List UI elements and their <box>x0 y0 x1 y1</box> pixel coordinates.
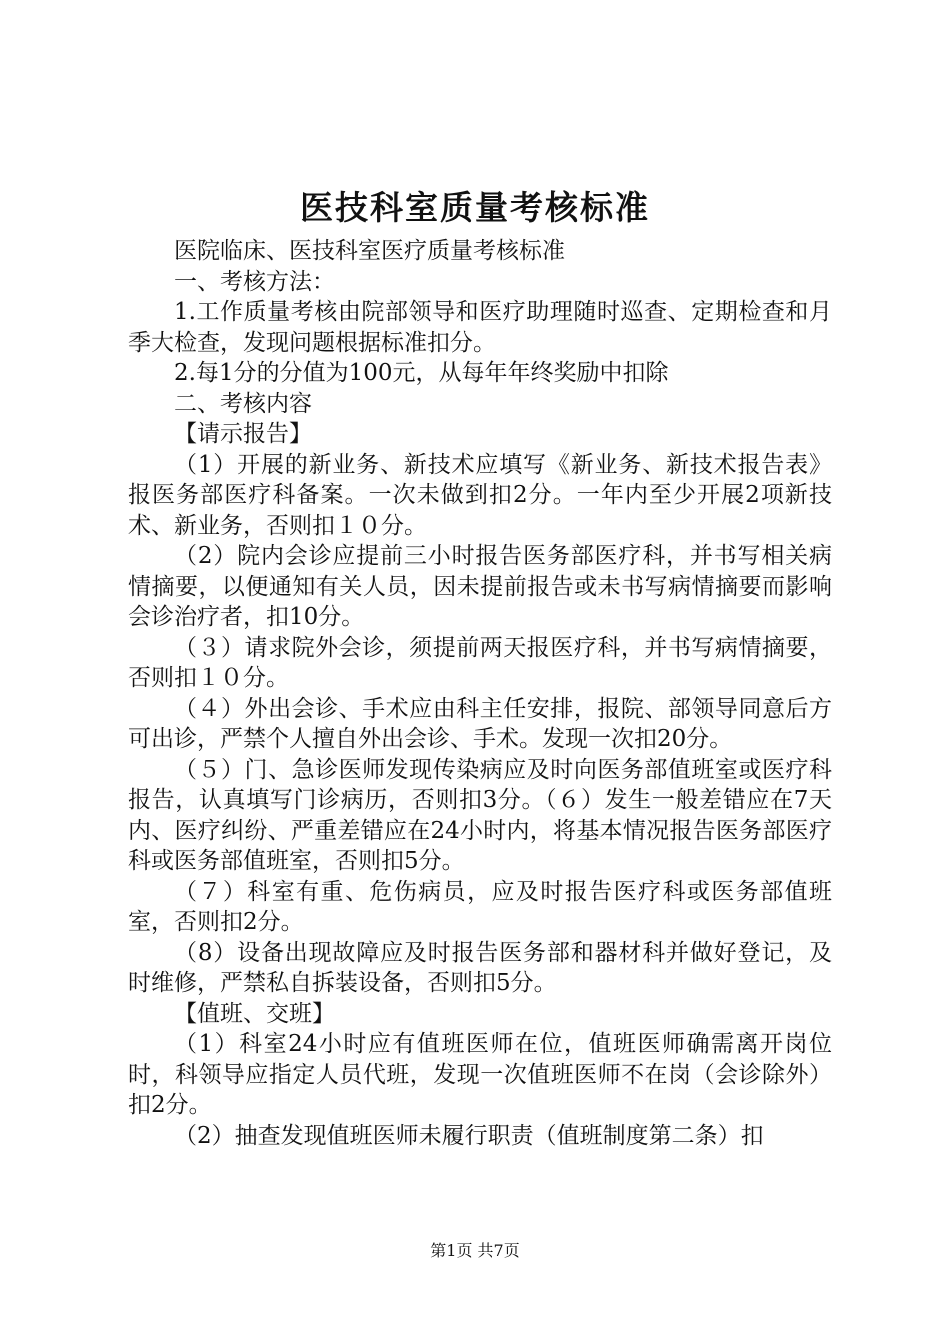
paragraph: （2）院内会诊应提前三小时报告医务部医疗科，并书写相关病情摘要，以便通知有关人员，因未提前报告或未书写病情摘要而影响会诊治疗者，扣10分。 <box>128 543 832 630</box>
paragraph: （４）外出会诊、手术应由科主任安排，报院、部领导同意后方可出诊，严禁个人擅自外出会诊、手术。发现一次扣20分。 <box>128 695 832 752</box>
paragraph: 医院临床、医技科室医疗质量考核标准 <box>174 238 565 264</box>
paragraph: （５）门、急诊医师发现传染病应及时向医务部值班室或医疗科报告，认真填写门诊病历，否则扣3分。（６）发生一般差错应在7天内、医疗纠纷、严重差错应在24小时内，将基本情况报告医务部医疗科或医务部值班室，否则扣5分。 <box>128 756 832 874</box>
paragraph: （1）科室24小时应有值班医师在位，值班医师确需离开岗位时，科领导应指定人员代班，发现一次值班医师不在岗（会诊除外）扣2分。 <box>128 1031 832 1118</box>
page-footer: 第1页 共7页 <box>430 1241 520 1260</box>
paragraph: 一、考核方法： <box>174 268 335 295</box>
paragraph: （７）科室有重、危伤病员，应及时报告医疗科或医务部值班室，否则扣2分。 <box>128 878 832 935</box>
section-heading: 【值班、交班】 <box>174 1000 335 1027</box>
document-title: 医技科室质量考核标准 <box>300 188 650 227</box>
paragraph: （2）抽查发现值班医师未履行职责（值班制度第二条）扣 <box>174 1122 764 1149</box>
document-body <box>128 236 832 1151</box>
paragraph: （8）设备出现故障应及时报告医务部和器材科并做好登记，及时维修，严禁私自拆装设备，否则扣5分。 <box>128 939 832 996</box>
paragraph: 1.工作质量考核由院部领导和医疗助理随时巡查、定期检查和月季大检查，发现问题根据标准扣分。 <box>128 299 832 356</box>
paragraph: （３）请求院外会诊，须提前两天报医疗科，并书写病情摘要，否则扣１０分。 <box>128 634 832 691</box>
paragraph: （1）开展的新业务、新技术应填写《新业务、新技术报告表》报医务部医疗科备案。一次未做到扣2分。一年内至少开展2项新技术、新业务，否则扣１０分。 <box>128 451 832 539</box>
paragraph: 2.每1分的分值为100元，从每年年终奖励中扣除 <box>174 360 669 386</box>
paragraph: 二、考核内容 <box>174 390 312 417</box>
section-heading: 【请示报告】 <box>174 421 312 447</box>
